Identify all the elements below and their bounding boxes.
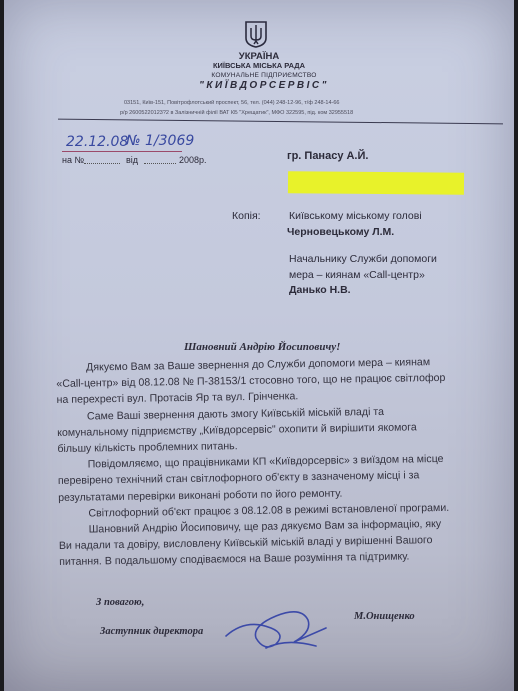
copy2-line3: Данько Н.В. bbox=[289, 284, 351, 296]
redacted-highlight bbox=[288, 171, 464, 195]
header-company: "КИЇВДОРСЕРВІС" bbox=[199, 80, 329, 91]
reference-na-blank bbox=[84, 163, 120, 164]
handwritten-date: 22.12.08 bbox=[66, 134, 129, 150]
body-line: більшу кількість проблемних питань. bbox=[57, 440, 238, 456]
date-underline bbox=[62, 151, 182, 152]
salutation: Шановний Андрію Йосиповичу! bbox=[184, 341, 341, 353]
copy1-line1: Київському міському голові bbox=[289, 210, 422, 222]
header-divider bbox=[58, 119, 503, 125]
reference-vid-label: від bbox=[126, 155, 139, 165]
reference-na-label: на № bbox=[62, 155, 85, 165]
header-enterprise-type: КОМУНАЛЬНЕ ПІДПРИЄМСТВО bbox=[211, 72, 317, 79]
body-line: «Call-центр» від 08.12.08 № П-38153/1 стосовно того, що не працює світлофор bbox=[56, 372, 446, 391]
copy2-line1: Начальнику Служби допомоги bbox=[289, 253, 437, 265]
body-line: комунальному підприємству „Київдорсервіс" охопити й вирішити якомога bbox=[57, 421, 417, 439]
signature-graphic bbox=[216, 598, 336, 656]
body-line: на перехресті вул. Протасів Яр та вул. Грінченка. bbox=[56, 390, 299, 407]
body-line: результатами перевірки виконані роботи по його ремонту. bbox=[58, 487, 343, 504]
body-line: Повідомляємо, що працівниками КП «Київдорсервіс» з виїздом на місце bbox=[87, 453, 444, 471]
header-council: КИЇВСЬКА МІСЬКА РАДА bbox=[212, 61, 306, 70]
body-line: Саме Ваші звернення дають змогу Київській міській владі та bbox=[86, 405, 385, 423]
closing-regards: З повагою, bbox=[96, 597, 145, 608]
body-line: питання. В подальшому сподіваємося на Ваше розуміння та підтримку. bbox=[59, 550, 410, 569]
trident-emblem-icon bbox=[244, 20, 268, 48]
header-country: УКРАЇНА bbox=[238, 51, 280, 62]
letter-body bbox=[56, 353, 507, 571]
header-bank: р/р 26005220123?2 в Залізничній філії ВАТ КБ "Хрещатик", МФО 322595, під. ком 32955518 bbox=[120, 110, 354, 116]
letter-page bbox=[4, 0, 514, 691]
copy2-line2: мера – киянам «Call-центр» bbox=[289, 269, 425, 281]
copy-label: Копія: bbox=[232, 210, 261, 222]
body-line: Світлофорний об'єкт працює з 08.12.08 в режимі встановленої програми. bbox=[88, 501, 450, 520]
body-line: Дякуємо Вам за Ваше звернення до Служби допомоги мера – киянам bbox=[86, 356, 431, 374]
copy1-line2: Черновецькому Л.М. bbox=[287, 226, 395, 238]
closing-signer: М.Онищенко bbox=[354, 611, 415, 622]
addressee: гр. Панасу А.Й. bbox=[287, 150, 369, 162]
reference-vid-blank bbox=[144, 163, 176, 164]
body-line: перевірено технічний стан світлофорного об'єкту в зазначеному місці і за bbox=[57, 469, 420, 488]
closing-position: Заступник директора bbox=[100, 626, 204, 637]
header-address: 03151, Київ-151, Повітрофлотський проспект, 56, тел. (044) 248-12-96, т/ф 248-14-66 bbox=[124, 100, 340, 106]
body-line: Шановний Андрію Йосиповичу, ще раз дякуємо Вам за інформацію, яку bbox=[88, 518, 442, 536]
body-line: Ви надали та довіру, висловлену Київській міській владі у вирішенні Вашого bbox=[58, 534, 433, 553]
handwritten-number: № 1/3069 bbox=[126, 133, 195, 149]
reference-year: 2008р. bbox=[179, 155, 207, 165]
